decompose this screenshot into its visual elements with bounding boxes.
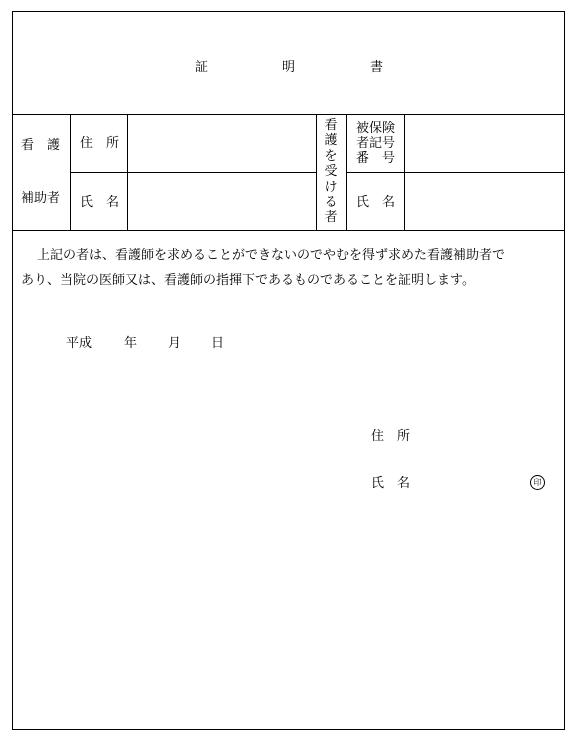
seal-mark: 印: [530, 475, 545, 490]
title-char-1: 証: [195, 60, 209, 75]
date-year: 年: [124, 336, 138, 351]
table-bottom-divider: [12, 230, 565, 231]
col-divider-3: [316, 114, 317, 230]
insured-number-label-line2: 者記号: [356, 136, 396, 151]
signer-name-label: 氏 名: [371, 476, 411, 491]
title-char-3: 書: [370, 60, 384, 75]
certification-text-line2: あり、当院の医師又は、看護師の指揮下であるものであることを証明します。: [21, 273, 475, 288]
col-divider-1: [70, 114, 71, 230]
certification-text-line1: 上記の者は、看護師を求めることができないのでやむを得ず求めた看護補助者で: [37, 248, 506, 263]
assistant-address-label: 住 所: [80, 136, 120, 151]
patient-label-char: 護: [324, 133, 338, 149]
patient-name-label: 氏 名: [356, 195, 396, 210]
assistant-name-field[interactable]: [128, 173, 315, 229]
insured-number-label-line3: 番 号: [356, 151, 396, 166]
insured-number-field[interactable]: [405, 115, 564, 171]
patient-name-field[interactable]: [405, 173, 564, 229]
assistant-address-field[interactable]: [128, 115, 315, 171]
insured-number-label-line1: 被保険: [356, 121, 396, 136]
patient-label-char: 受: [324, 164, 338, 180]
signer-address-label: 住 所: [371, 429, 411, 444]
date-day: 日: [211, 336, 225, 351]
patient-label: [318, 118, 344, 226]
patient-label-char: る: [324, 195, 338, 211]
col-divider-4: [346, 114, 347, 230]
patient-label-char: け: [324, 179, 338, 195]
nurse-assistant-label-bottom: 補助者: [21, 191, 61, 206]
nurse-assistant-label-top: 看 護: [21, 138, 61, 153]
patient-label-char: 者: [324, 210, 338, 226]
title-char-2: 明: [282, 60, 296, 75]
assistant-name-label: 氏 名: [80, 195, 120, 210]
date-month: 月: [168, 336, 182, 351]
patient-label-char: を: [324, 148, 338, 164]
patient-label-char: 看: [324, 118, 338, 133]
date-era: 平成: [66, 336, 93, 351]
